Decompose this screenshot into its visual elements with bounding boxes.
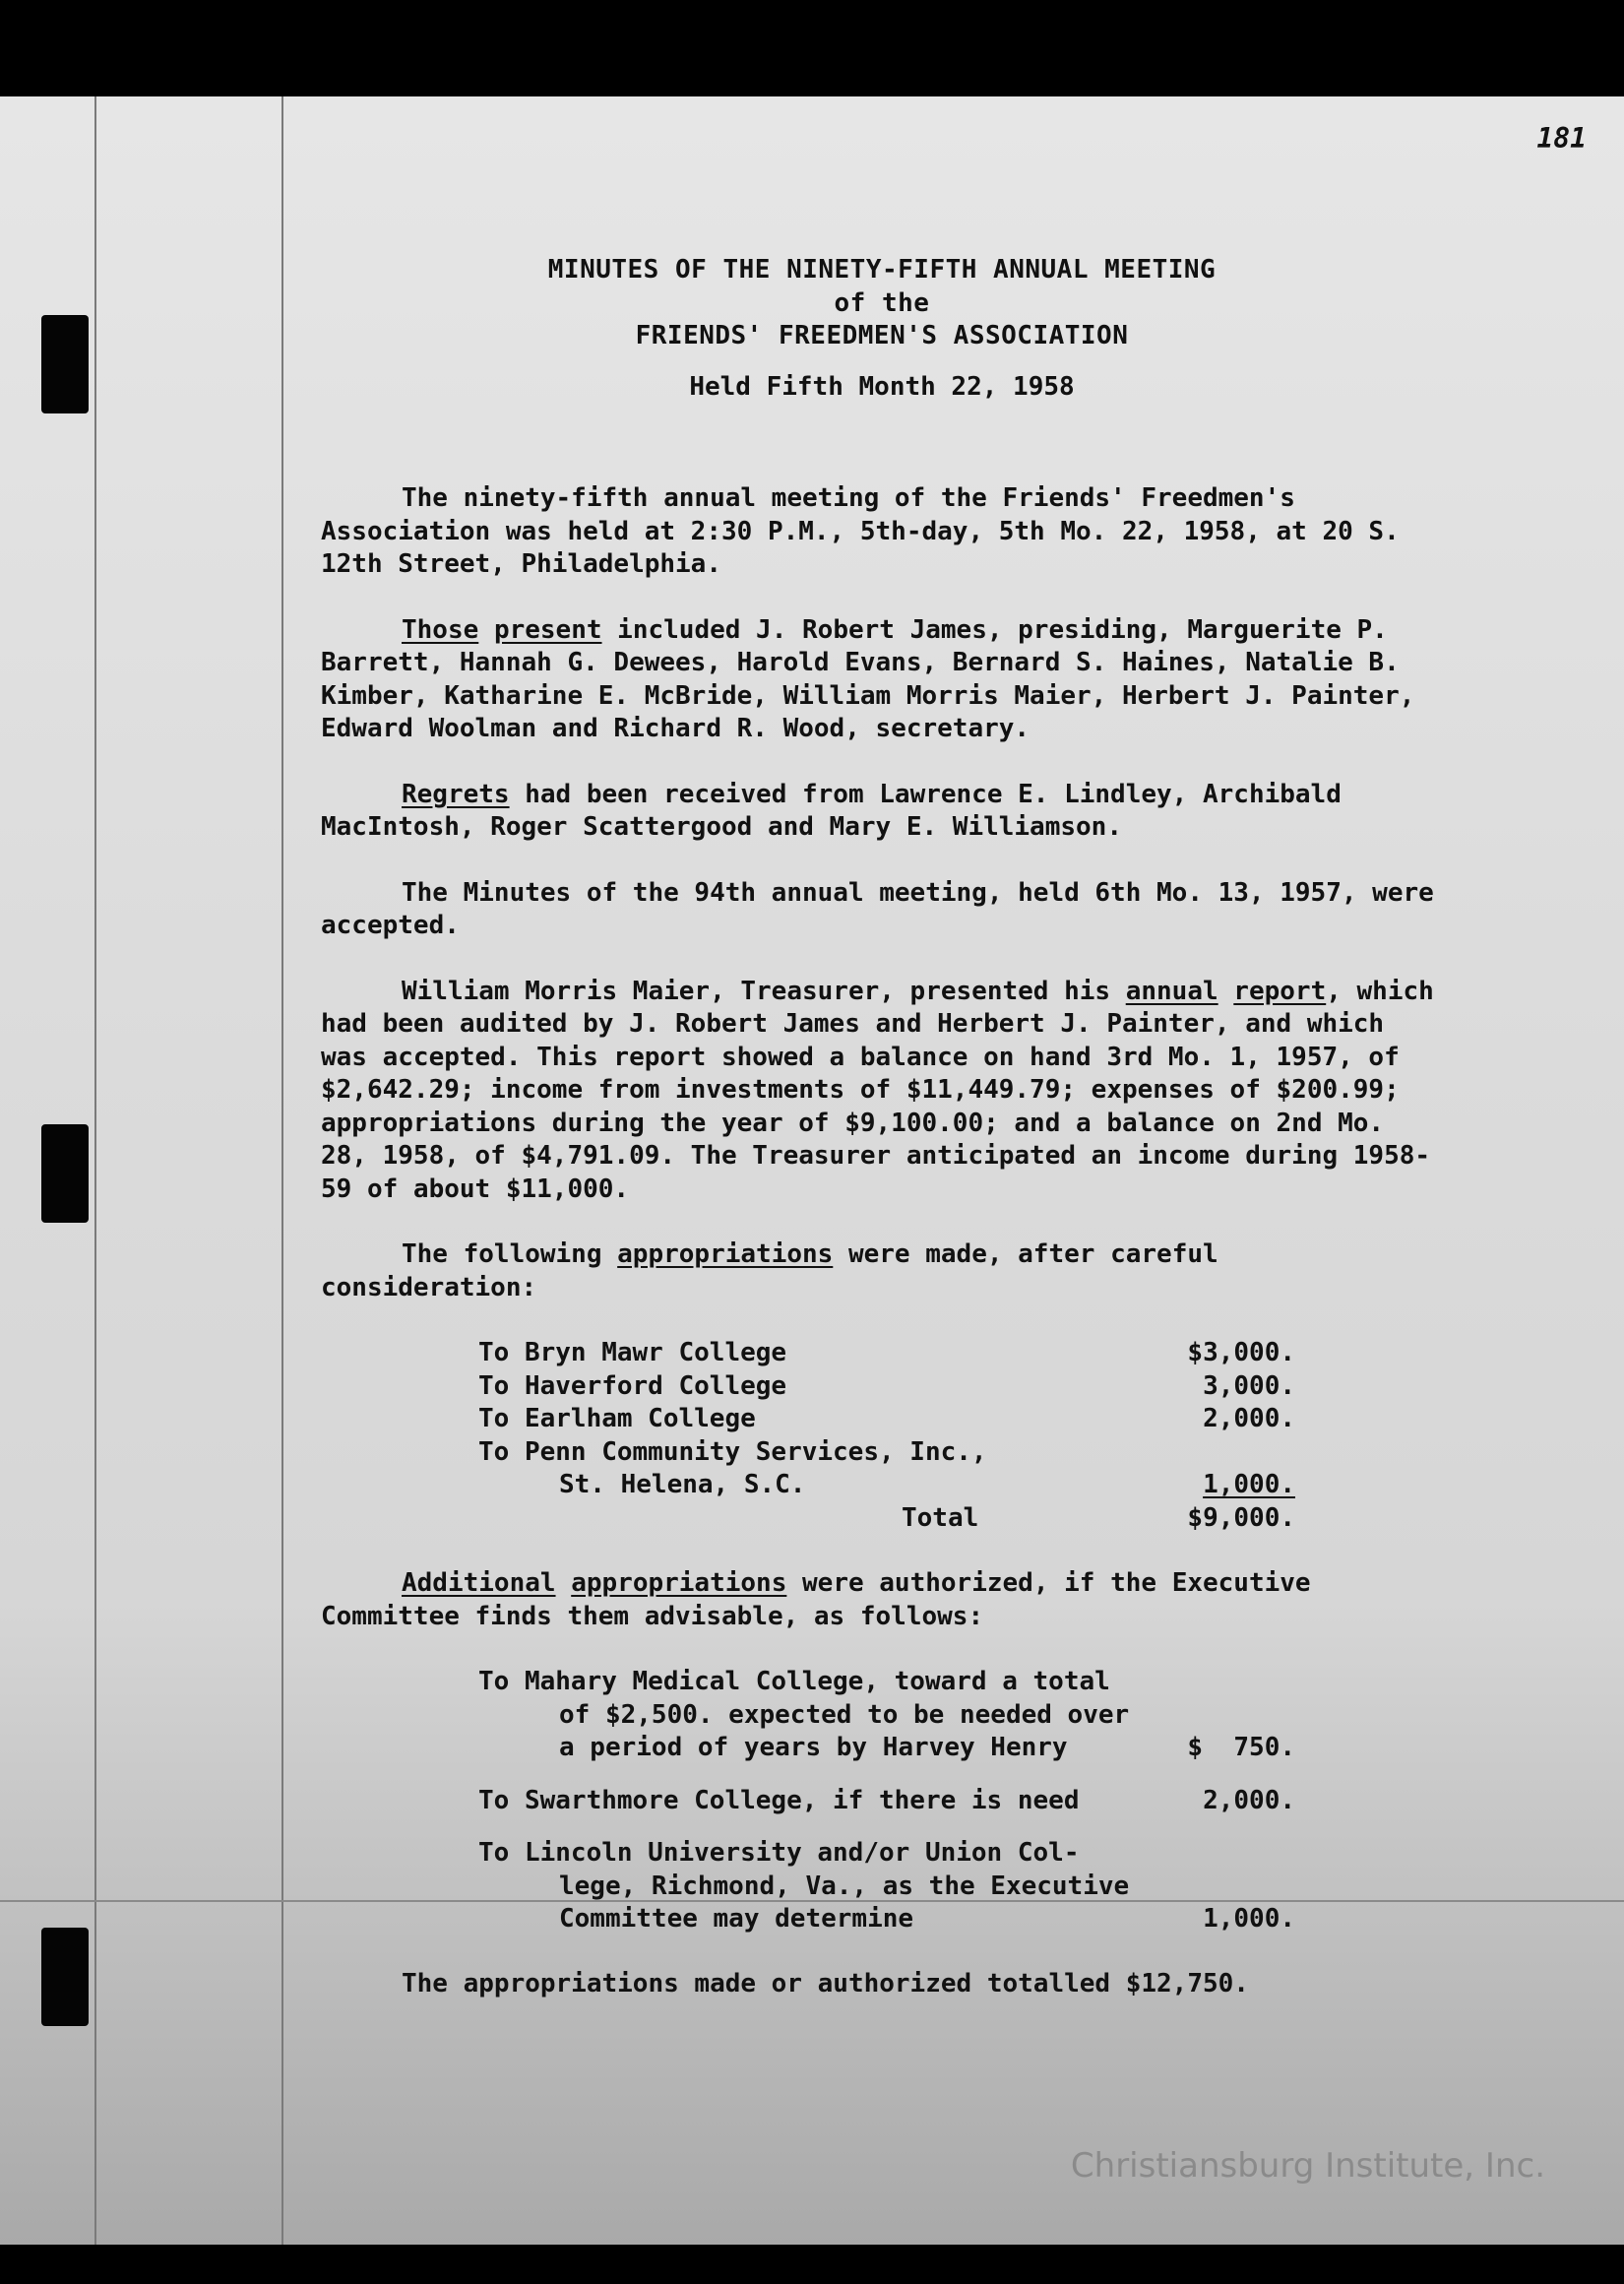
punch-hole-top [41, 315, 89, 413]
appropriation-amount: $3,000. [1187, 1338, 1295, 1367]
total-label: Total [902, 1502, 979, 1533]
additional-line: Committee may determine [559, 1904, 914, 1934]
table-row [478, 1469, 1295, 1502]
margin-rule-inner [281, 96, 283, 2245]
additional-paragraph [321, 1567, 1443, 1633]
present-text: included J. Robert James, presiding, Marguerite P. Barrett, Hannah G. Dewees, Harold Evans, Bernard S. Haines, Natalie B. Kimber, Katharine E. McBride, William Morris Maier, Herbert J. Painter, Edward Woolman and Richard R. Wood, secretary. [321, 614, 1415, 743]
additional-line: lege, Richmond, Va., as the Executive [559, 1871, 1130, 1901]
total-row [478, 1502, 1295, 1536]
table-row [478, 1370, 1295, 1404]
intro-text: The ninety-fifth annual meeting of the Friends' Freedmen's Association was held at 2:30 P.M., 5th-day, 5th Mo. 22, 1958, at 20 S. 12th Street, Philadelphia. [321, 483, 1400, 579]
appropriations-paragraph [321, 1238, 1443, 1304]
margin-rule-left [94, 96, 96, 2245]
minutes-body [321, 254, 1443, 2000]
meeting-date: Held Fifth Month 22, 1958 [689, 371, 1075, 402]
appropriation-label: St. Helena, S.C. [559, 1470, 806, 1499]
appropriation-amount: 2,000. [1203, 1404, 1295, 1433]
heading-line-3: FRIENDS' FREEDMEN'S ASSOCIATION [635, 321, 1129, 350]
list-item [478, 1837, 1295, 1936]
additional-underline-1: Additional [402, 1568, 556, 1598]
list-item [478, 1666, 1295, 1765]
treasurer-underline-2: report [1233, 976, 1327, 1006]
treasurer-underline-1: annual [1125, 976, 1218, 1006]
intro-paragraph [321, 482, 1443, 582]
regrets-label: Regrets [402, 779, 510, 809]
approp-text-post: were made, after careful consideration: [321, 1239, 1218, 1302]
document-page [0, 96, 1624, 2245]
treasurer-paragraph [321, 976, 1443, 1207]
additional-text: were authorized, if the Executive Committee finds them advisable, as follows: [321, 1568, 1311, 1631]
additional-line: a period of years by Harvey Henry [559, 1733, 1068, 1762]
approp-text-pre: The following [402, 1239, 602, 1269]
additional-amount: 1,000. [1203, 1904, 1295, 1934]
closing-statement: The appropriations made or authorized totalled $12,750. [402, 1968, 1249, 1998]
punch-hole-middle [41, 1124, 89, 1223]
additional-line: of $2,500. expected to be needed over [559, 1699, 1130, 1730]
minutes-text: The Minutes of the 94th annual meeting, held 6th Mo. 13, 1957, were accepted. [321, 877, 1434, 940]
approp-underline: appropriations [617, 1239, 834, 1269]
appropriation-amount [1157, 1436, 1295, 1470]
regrets-paragraph [321, 779, 1443, 845]
minutes-paragraph [321, 877, 1443, 943]
appropriations-table [478, 1337, 1295, 1535]
watermark: Christiansburg Institute, Inc. [1070, 2146, 1545, 2186]
additional-line: To Lincoln University and/or Union Col- [478, 1838, 1080, 1868]
appropriation-amount: 3,000. [1203, 1370, 1295, 1401]
page-number: 181 [1536, 122, 1587, 155]
appropriation-label: To Bryn Mawr College [478, 1338, 787, 1367]
additional-line: To Swarthmore College, if there is need [478, 1785, 1080, 1815]
treasurer-text-post: , which had been audited by J. Robert James and Herbert J. Painter, and which was accepted. This report showed a balance on hand 3rd Mo. 1, 1957, of $2,642.29; income from investments of $11,449.79; expenses of $200.99; appropriations during the year of $9,100.00; and a balance on 2nd Mo. 28, 1958, of $4,791.09. The Treasurer anticipated an income during 1958-59 of about $11,000. [321, 976, 1434, 1204]
present-label-2: present [493, 614, 602, 645]
list-item [478, 1785, 1295, 1818]
appropriation-amount: 1,000. [1203, 1470, 1295, 1499]
additional-underline-2: appropriations [571, 1568, 787, 1598]
table-row [478, 1436, 1295, 1470]
document-heading [321, 254, 1443, 353]
total-amount: $9,000. [1187, 1502, 1295, 1533]
appropriation-label: To Penn Community Services, Inc., [478, 1436, 987, 1467]
appropriation-label: To Haverford College [478, 1370, 787, 1401]
present-paragraph [321, 614, 1443, 746]
heading-line-2: of the [834, 287, 930, 318]
heading-line-1: MINUTES OF THE NINETY-FIFTH ANNUAL MEETING [547, 255, 1217, 285]
additional-table [478, 1666, 1295, 1936]
regrets-text: had been received from Lawrence E. Lindley, Archibald MacIntosh, Roger Scattergood and Mary E. Williamson. [321, 779, 1342, 842]
present-label-1: Those [402, 614, 479, 645]
punch-hole-bottom [41, 1928, 89, 2026]
table-row [478, 1403, 1295, 1436]
appropriation-label: To Earlham College [478, 1404, 756, 1433]
additional-line: To Mahary Medical College, toward a total [478, 1667, 1110, 1696]
treasurer-text-pre: William Morris Maier, Treasurer, presented his [402, 976, 1111, 1006]
additional-amount: 2,000. [1203, 1785, 1295, 1815]
table-row [478, 1337, 1295, 1370]
additional-amount: $ 750. [1187, 1733, 1295, 1762]
